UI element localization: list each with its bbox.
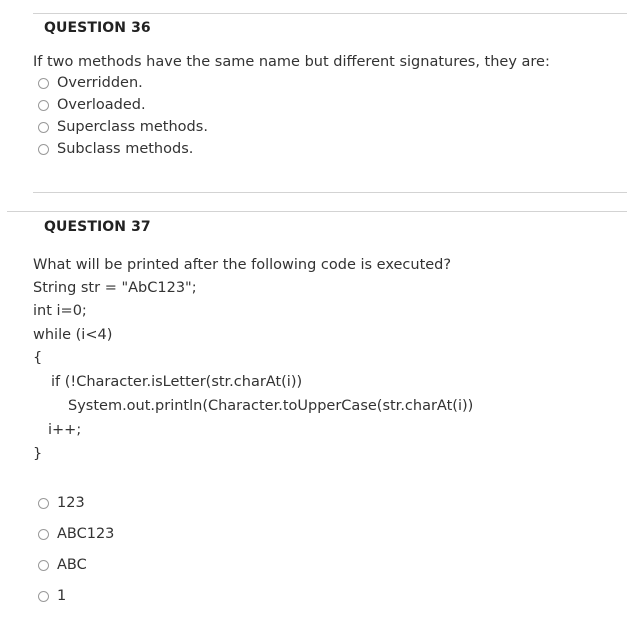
question-37-heading: QUESTION 37 <box>44 219 151 235</box>
radio-button[interactable] <box>38 591 49 602</box>
code-line-2: int i=0; <box>33 303 87 319</box>
radio-button[interactable] <box>38 78 49 89</box>
code-line-3: while (i<4) <box>33 327 113 343</box>
q36-option-superclass[interactable] <box>38 119 208 135</box>
top-divider <box>33 13 627 14</box>
radio-button[interactable] <box>38 122 49 133</box>
option-label: Subclass methods. <box>57 141 194 157</box>
option-label: Overloaded. <box>57 97 146 113</box>
option-label: ABC <box>57 557 87 573</box>
q36-option-subclass[interactable] <box>38 141 193 157</box>
code-line-5: if (!Character.isLetter(str.charAt(i)) <box>51 374 303 390</box>
question-36-heading: QUESTION 36 <box>44 20 151 36</box>
option-label: 123 <box>57 495 85 511</box>
q36-option-overridden[interactable] <box>38 75 143 91</box>
radio-button[interactable] <box>38 560 49 571</box>
option-label: ABC123 <box>57 526 115 542</box>
code-line-1: String str = "AbC123"; <box>33 280 197 296</box>
code-line-8: } <box>33 446 43 462</box>
option-label: Superclass methods. <box>57 119 208 135</box>
radio-button[interactable] <box>38 498 49 509</box>
option-label: Overridden. <box>57 75 143 91</box>
code-line-7: i++; <box>48 422 82 438</box>
question-36-bottom-divider <box>33 192 627 193</box>
code-line-4: { <box>33 350 43 366</box>
radio-button[interactable] <box>38 529 49 540</box>
q36-option-overloaded[interactable] <box>38 97 146 113</box>
q37-option-abc[interactable] <box>38 557 87 573</box>
question-37-prompt: What will be printed after the following code is executed? <box>33 257 452 273</box>
code-line-6: System.out.println(Character.toUpperCase(str.charAt(i)) <box>68 398 474 414</box>
question-36-prompt: If two methods have the same name but different signatures, they are: <box>33 54 550 70</box>
q37-option-123[interactable] <box>38 495 85 511</box>
radio-button[interactable] <box>38 100 49 111</box>
option-label: 1 <box>57 588 67 604</box>
question-separator <box>7 211 627 212</box>
radio-button[interactable] <box>38 144 49 155</box>
q37-option-1[interactable] <box>38 588 66 604</box>
q37-option-abc123[interactable] <box>38 526 114 542</box>
